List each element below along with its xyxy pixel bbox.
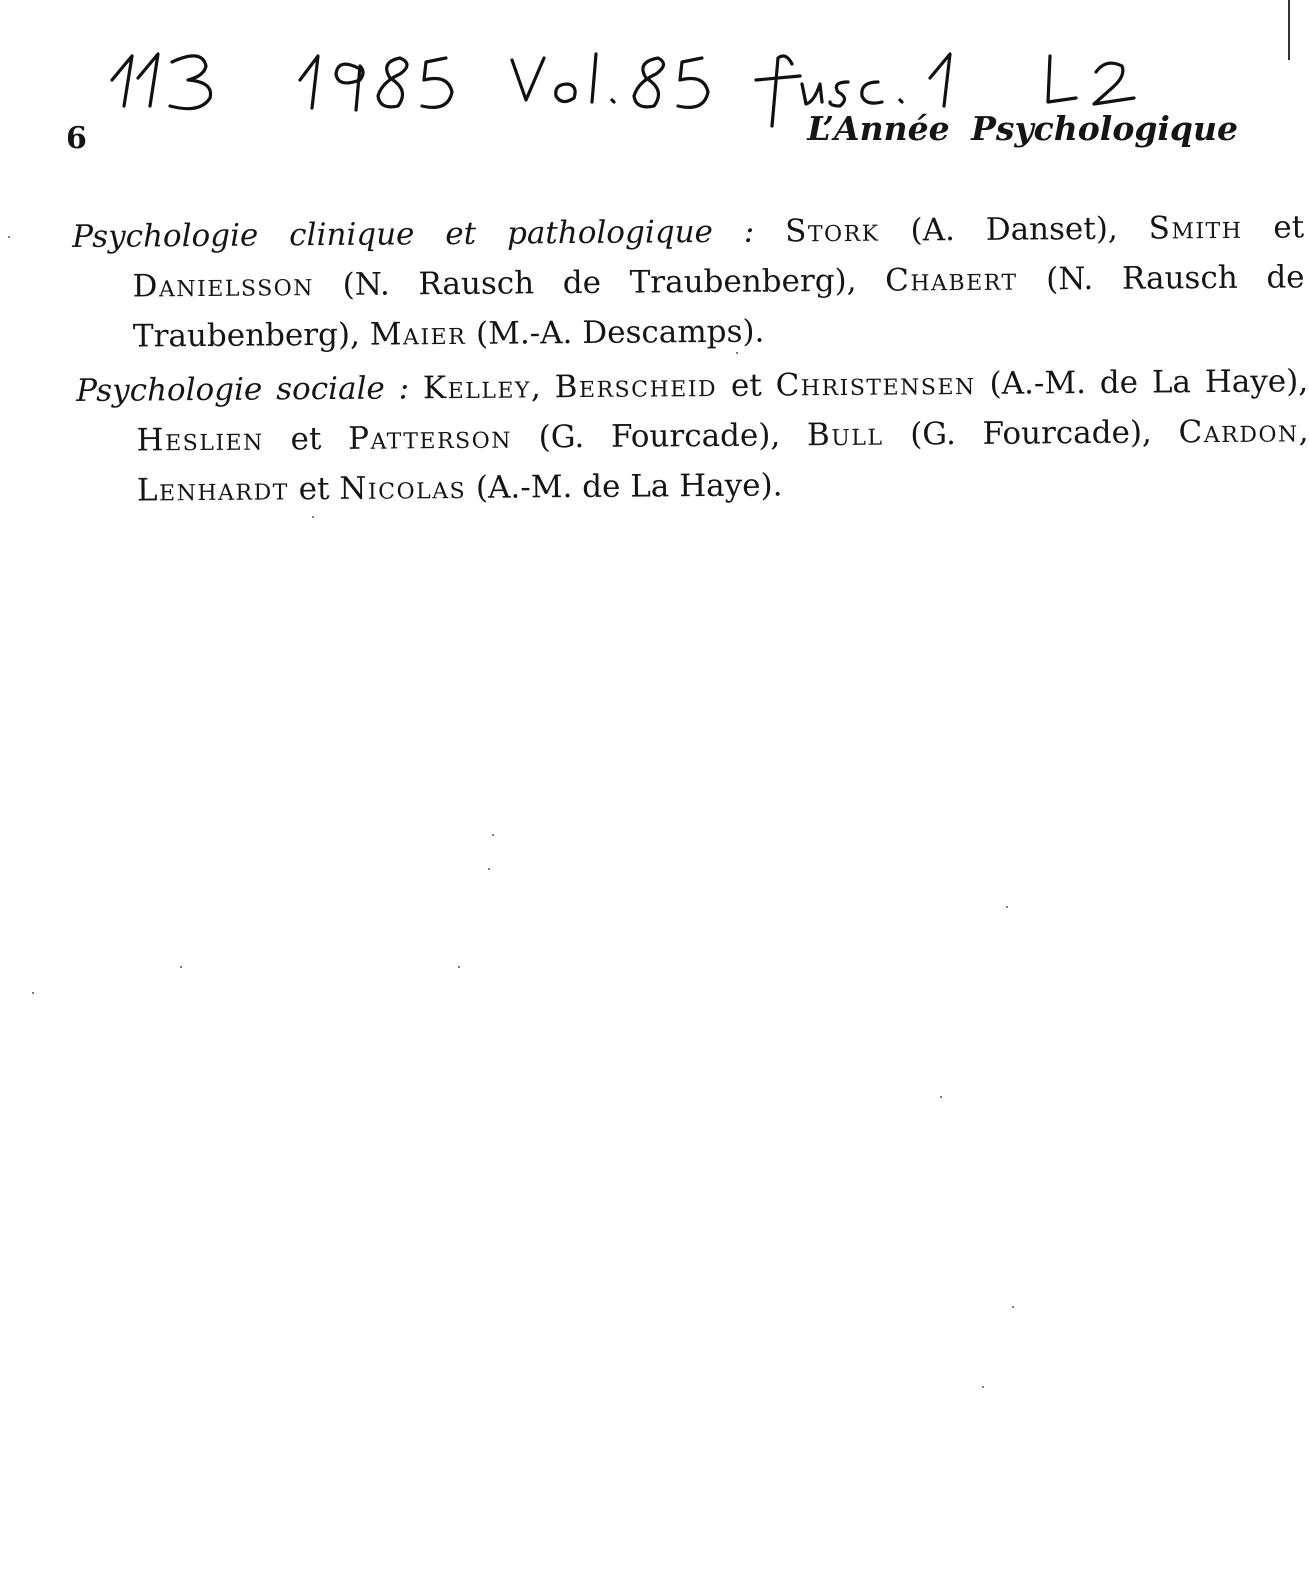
scan-speck: [32, 992, 34, 994]
scan-speck: [312, 516, 314, 518]
section-label: Psychologie sociale :: [76, 370, 410, 409]
author-name: Maier: [369, 315, 467, 353]
author-name: Chabert: [885, 261, 1018, 299]
author-name: Smith: [1148, 209, 1243, 247]
scan-speck: [488, 868, 490, 870]
author-name: Kelley: [422, 369, 532, 407]
scan-speck: [1012, 1306, 1014, 1308]
entry-text: et: [716, 367, 776, 404]
entry-text: (G. Fourcade),: [511, 417, 808, 456]
author-name: Cardon: [1178, 413, 1299, 451]
scan-speck: [458, 966, 460, 968]
scan-speck: [940, 1096, 942, 1098]
author-name: Berscheid: [554, 367, 718, 406]
entry-text: (M.-A. Descamps).: [466, 313, 765, 352]
entry-text: (A. Danset),: [879, 210, 1149, 249]
scan-speck: [1006, 906, 1008, 908]
entry-text: (G. Fourcade),: [883, 414, 1179, 453]
scan-speck: [492, 834, 494, 836]
scan-speck: [736, 352, 738, 354]
author-name: Lenhardt: [136, 471, 289, 509]
entry-text: (A.-M. de La Haye),: [975, 363, 1309, 402]
author-name: Patterson: [348, 419, 513, 457]
author-name: Bull: [806, 416, 884, 454]
author-name: Nicolas: [339, 469, 467, 507]
entry-text: ,: [530, 369, 555, 406]
author-name: Danielsson: [132, 267, 315, 305]
entry-text: et: [288, 470, 340, 508]
author-name: Stork: [785, 212, 880, 250]
entry-psychologie-sociale: [76, 356, 1309, 516]
scan-speck: [982, 1386, 984, 1388]
page-number: 6: [66, 121, 87, 156]
entry-psychologie-clinique: [72, 202, 1305, 362]
journal-title: L’Année Psychologique: [807, 109, 1238, 148]
author-name: Christensen: [775, 365, 976, 404]
author-name: Heslien: [136, 421, 265, 459]
section-label: Psychologie clinique et pathologique :: [72, 213, 755, 255]
scan-speck: [8, 236, 10, 238]
entry-text: et: [263, 420, 349, 458]
entry-text: (N. Rausch de Traubenberg),: [132, 259, 1305, 355]
page-edge-shadow: [1288, 0, 1290, 60]
entry-text: et: [1242, 209, 1305, 246]
entry-text: (N. Rausch de Traubenberg),: [313, 262, 886, 304]
scan-speck: [180, 966, 182, 968]
entry-text: (A.-M. de La Haye).: [465, 467, 783, 506]
entry-text: ,: [1298, 413, 1309, 450]
